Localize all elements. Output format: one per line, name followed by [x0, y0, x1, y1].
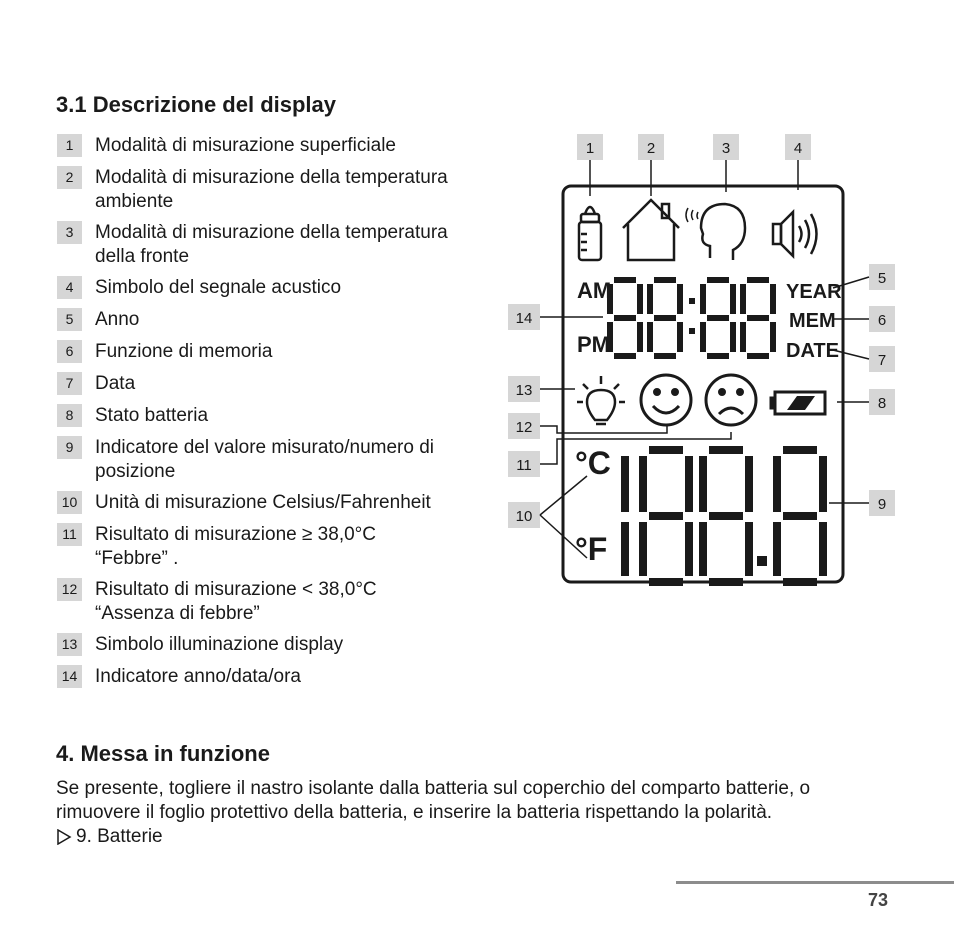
item-description-line: Simbolo del segnale acustico: [95, 277, 342, 298]
page-number: 73: [868, 890, 889, 910]
item-description: [95, 134, 495, 158]
list-item: [57, 276, 495, 300]
item-description: [95, 276, 495, 300]
item-description-line: Indicatore del valore misurato/numero di: [95, 437, 435, 458]
item-description-line: Funzione di memoria: [95, 341, 273, 362]
svg-text:4: 4: [793, 140, 803, 157]
section4-title: 4. Messa in funzione: [56, 741, 270, 766]
item-description: [95, 404, 495, 428]
mem-indicator: MEM: [789, 310, 836, 332]
list-item: [57, 340, 495, 364]
item-number-badge: 6: [57, 340, 82, 363]
celsius-indicator: °C: [575, 445, 611, 481]
item-number-badge: 7: [57, 372, 82, 395]
item-number-badge: 12: [57, 578, 82, 601]
list-item: [57, 166, 495, 214]
item-number-badge: 13: [57, 633, 82, 656]
item-description: [95, 578, 495, 626]
svg-text:1: 1: [585, 140, 595, 157]
item-description: [95, 166, 495, 214]
item-number-badge: 5: [57, 308, 82, 331]
item-number-badge: 2: [57, 166, 82, 189]
callout-8: [869, 389, 895, 415]
item-description-line: Simbolo illuminazione display: [95, 634, 344, 655]
callout-10: [508, 502, 540, 528]
list-item: [57, 578, 495, 626]
item-number-badge: 11: [57, 523, 82, 546]
item-description: [95, 491, 495, 515]
item-description-line: Data: [95, 373, 136, 394]
item-description: [95, 436, 495, 484]
item-description-line: Indicatore anno/data/ora: [95, 666, 301, 687]
house-icon: [623, 200, 679, 260]
svg-text:11: 11: [516, 457, 532, 474]
measurement-digits: [625, 450, 823, 582]
list-item: [57, 633, 495, 657]
item-number-badge: 9: [57, 436, 82, 459]
svg-text:3: 3: [721, 140, 731, 157]
callout-11: [508, 451, 540, 477]
section4-paragraph: [56, 777, 916, 849]
svg-text:7: 7: [877, 352, 887, 369]
svg-text:2: 2: [646, 140, 656, 157]
list-item: [57, 308, 495, 332]
item-description-line: Anno: [95, 309, 140, 330]
item-description-line: Unità di misurazione Celsius/Fahrenheit: [95, 492, 431, 513]
svg-text:8: 8: [877, 395, 887, 412]
list-item: [57, 372, 495, 396]
smiley-icon: [641, 375, 691, 425]
item-description: [95, 221, 495, 269]
pm-indicator: PM: [577, 332, 610, 357]
callout-6: [869, 306, 895, 332]
svg-text:12: 12: [515, 419, 533, 436]
callout-12: [508, 413, 540, 439]
paragraph-line-2: rimuovere il foglio protettivo della batteria, e inserire la batteria rispettando la polarità.: [56, 802, 773, 823]
svg-text:5: 5: [877, 270, 887, 287]
item-description: [95, 372, 495, 396]
cross-reference[interactable]: [56, 825, 916, 849]
item-number-badge: 10: [57, 491, 82, 514]
item-number-badge: 3: [57, 221, 82, 244]
lcd-display-diagram: [505, 128, 905, 598]
svg-text:6: 6: [877, 312, 887, 329]
item-description-line: Risultato di misurazione ≥ 38,0°C: [95, 524, 376, 545]
bottle-icon: [579, 207, 601, 260]
svg-text:10: 10: [515, 508, 533, 525]
item-description: [95, 633, 495, 657]
item-description-line: della fronte: [95, 246, 190, 267]
item-description: [95, 665, 495, 689]
callout-14: [508, 304, 540, 330]
list-item: [57, 491, 495, 515]
item-description: [95, 523, 495, 571]
date-indicator: DATE: [786, 340, 839, 362]
item-description-line: “Febbre” .: [95, 548, 179, 569]
list-item: [57, 404, 495, 428]
callout-7: [869, 346, 895, 372]
forehead-icon: [686, 204, 745, 260]
triangle-right-icon: [56, 829, 72, 845]
item-description-line: Risultato di misurazione < 38,0°C: [95, 579, 377, 600]
item-description-line: Modalità di misurazione della temperatura: [95, 167, 448, 188]
callout-3: [713, 134, 739, 160]
fahrenheit-indicator: °F: [575, 531, 608, 567]
callout-9: [869, 490, 895, 516]
section-title: 3.1 Descrizione del display: [56, 92, 337, 117]
callout-4: [785, 134, 811, 160]
year-indicator: YEAR: [786, 281, 842, 303]
callout-13: [508, 376, 540, 402]
am-indicator: AM: [577, 278, 612, 303]
list-item: [57, 221, 495, 269]
bulb-icon: [577, 376, 625, 424]
speaker-icon: [773, 212, 817, 256]
item-number-badge: 14: [57, 665, 82, 688]
cross-reference-label: 9. Batterie: [76, 826, 163, 847]
callout-2: [638, 134, 664, 160]
footer-rule: [676, 881, 954, 884]
item-description-line: ambiente: [95, 191, 174, 212]
sad-face-icon: [706, 375, 756, 425]
item-description-line: posizione: [95, 461, 176, 482]
list-item: [57, 665, 495, 689]
svg-text:9: 9: [877, 496, 887, 513]
clock-display: [610, 280, 773, 356]
item-number-badge: 4: [57, 276, 82, 299]
item-description-line: Stato batteria: [95, 405, 209, 426]
svg-text:13: 13: [515, 382, 533, 399]
list-item: [57, 436, 495, 484]
item-description-line: Modalità di misurazione superficiale: [95, 135, 396, 156]
battery-icon: [771, 392, 825, 414]
item-number-badge: 1: [57, 134, 82, 157]
list-item: [57, 523, 495, 571]
item-description: [95, 340, 495, 364]
item-description: [95, 308, 495, 332]
item-description-line: Modalità di misurazione della temperatura: [95, 222, 448, 243]
item-description-line: “Assenza di febbre”: [95, 603, 260, 624]
item-number-badge: 8: [57, 404, 82, 427]
callout-5: [869, 264, 895, 290]
callout-1: [577, 134, 603, 160]
svg-text:14: 14: [515, 310, 533, 327]
list-item: [57, 134, 495, 158]
paragraph-line-1: Se presente, togliere il nastro isolante dalla batteria sul coperchio del comparto batterie, o: [56, 778, 811, 799]
